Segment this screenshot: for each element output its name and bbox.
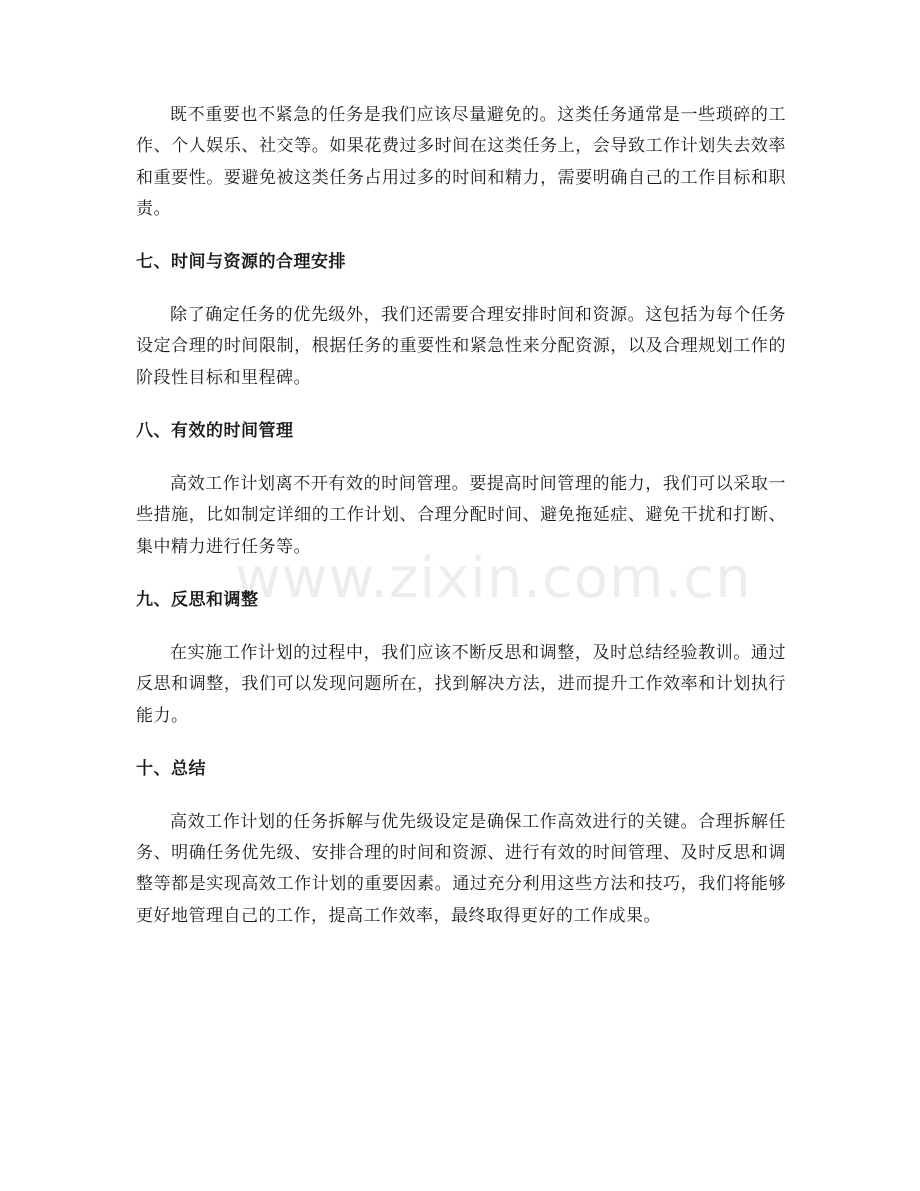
section-heading-7: 七、时间与资源的合理安排 [136,252,346,273]
spacer [136,563,786,585]
document-body [136,100,786,932]
section-paragraph-10: 高效工作计划的任务拆解与优先级设定是确保工作高效进行的关键。合理拆解任务、明确任务优先级、安排合理的时间和资源、进行有效的时间管理、及时反思和调整等都是实现高效工作计划的重要因素。通过充分利用这些方法和技巧，我们将能够更好地管理自己的工作，提高工作效率，最终取得更好的工作成果。 [136,811,786,926]
watermark: www.zixin.com.cn [235,546,752,611]
section-heading-10: 十、总结 [136,758,206,779]
spacer [136,447,786,469]
spacer [136,394,786,416]
spacer [136,225,786,247]
section-paragraph-8: 高效工作计划离不开有效的时间管理。要提高时间管理的能力，我们可以采取一些措施，比如制定详细的工作计划、合理分配时间、避免拖延症、避免干扰和打断、集中精力进行任务等。 [136,474,786,557]
section-paragraph-7: 除了确定任务的优先级外，我们还需要合理安排时间和资源。这包括为每个任务设定合理的时间限制，根据任务的重要性和紧急性来分配资源，以及合理规划工作的阶段性目标和里程碑。 [136,305,786,388]
spacer [136,785,786,807]
section-paragraph-9: 在实施工作计划的过程中，我们应该不断反思和调整，及时总结经验教训。通过反思和调整，我们可以发现问题所在，找到解决方法，进而提升工作效率和计划执行能力。 [136,642,786,726]
spacer [136,732,786,754]
spacer [136,616,786,638]
section-heading-9: 九、反思和调整 [136,589,259,610]
section-heading-8: 八、有效的时间管理 [136,421,294,442]
intro-paragraph: 既不重要也不紧急的任务是我们应该尽量避免的。这类任务通常是一些琐碎的工作、个人娱乐、社交等。如果花费过多时间在这类任务上，会导致工作计划失去效率和重要性。要避免被这类任务占用过多的时间和精力，需要明确自己的工作目标和职责。 [136,105,786,219]
spacer [136,278,786,300]
